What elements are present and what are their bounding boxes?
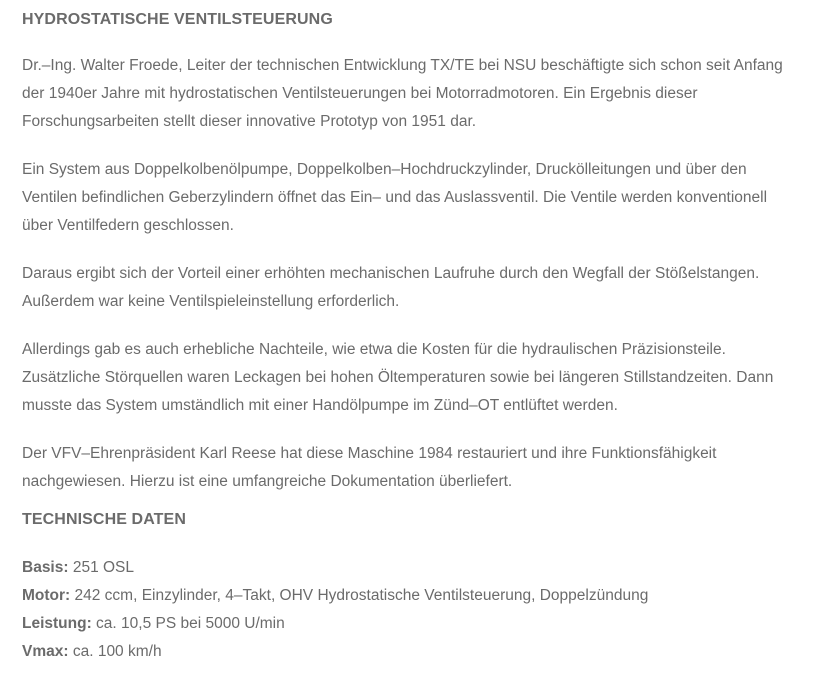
spec-row-leistung: [22, 610, 798, 638]
spec-value: ca. 100 km/h: [68, 643, 162, 660]
tech-data-heading: TECHNISCHE DATEN: [22, 511, 186, 528]
paragraph-system: Ein System aus Doppelkolbenölpumpe, Doppelkolben–Hochdruckzylinder, Druckölleitungen und über den Ventilen befindlichen Geberzylindern öffnet das Ein– und das Auslassventil. Die Ventile werden konventionell über Ventilfedern geschlossen.: [22, 161, 768, 234]
spec-row-motor: [22, 582, 798, 610]
spec-label: Vmax:: [22, 643, 69, 660]
spec-label: Basis:: [22, 559, 69, 576]
spec-list: [22, 554, 798, 666]
paragraph-advantage: Daraus ergibt sich der Vorteil einer erhöhten mechanischen Laufruhe durch den Wegfall der Stößelstangen. Außerdem war keine Ventilspieleinstellung erforderlich.: [22, 265, 760, 310]
spec-value: 251 OSL: [68, 559, 135, 576]
paragraph-restoration: Der VFV–Ehrenpräsident Karl Reese hat diese Maschine 1984 restauriert und ihre Funktionsfähigkeit nachgewiesen. Hierzu ist eine umfangreiche Dokumentation überliefert.: [22, 445, 717, 490]
spec-row-basis: [22, 554, 798, 582]
spec-row-vmax: [22, 638, 798, 666]
paragraph-intro: Dr.–Ing. Walter Froede, Leiter der technischen Entwicklung TX/TE bei NSU beschäftigte sich schon seit Anfang der 1940er Jahre mit hydrostatischen Ventilsteuerungen bei Motorradmotoren. Ein Ergebnis dieser Forschungsarbeiten stellt dieser innovative Prototyp von 1951 dar.: [22, 57, 783, 130]
spec-label: Motor:: [22, 587, 71, 604]
section-title: HYDROSTATISCHE VENTILSTEUERUNG: [22, 11, 333, 28]
spec-label: Leistung:: [22, 615, 92, 632]
spec-value: 242 ccm, Einzylinder, 4–Takt, OHV Hydrostatische Ventilsteuerung, Doppelzündung: [70, 587, 649, 604]
paragraph-disadvantages: Allerdings gab es auch erhebliche Nachteile, wie etwa die Kosten für die hydraulischen Präzisionsteile. Zusätzliche Störquellen waren Leckagen bei hohen Öltemperaturen sowie bei längeren Stillstandzeiten. Dann musste das System umständlich mit einer Handölpumpe im Zünd–OT entlüftet werden.: [22, 341, 774, 414]
spec-value: ca. 10,5 PS bei 5000 U/min: [91, 615, 285, 632]
